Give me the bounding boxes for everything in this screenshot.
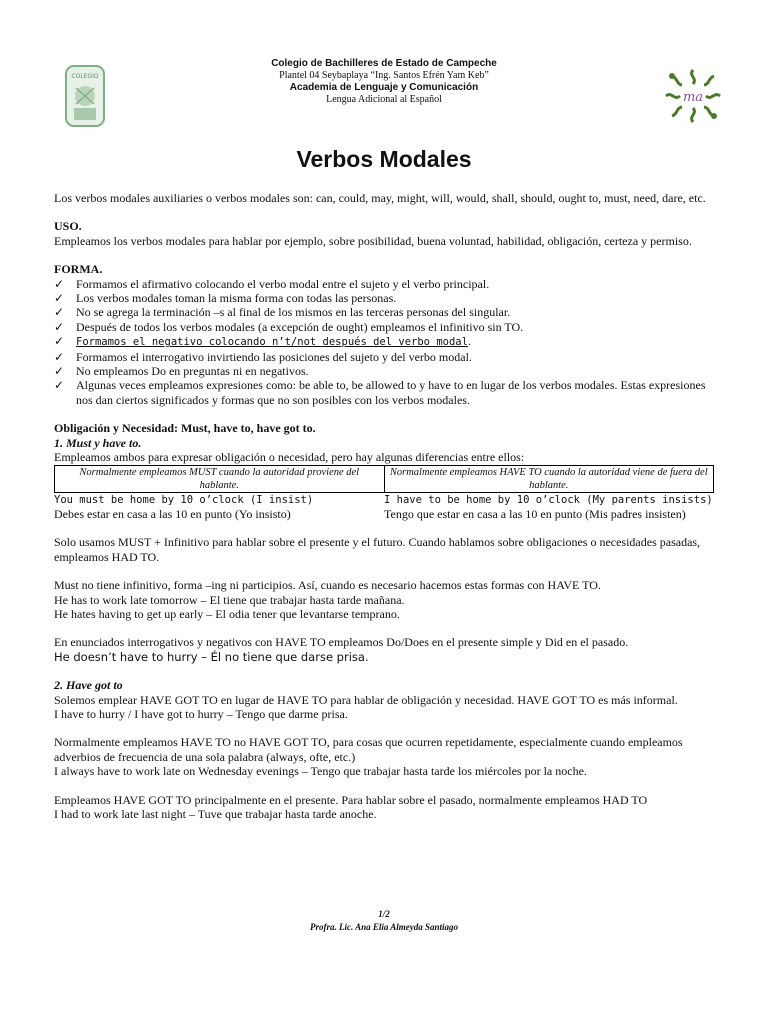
forma-heading: FORMA.	[54, 262, 103, 277]
list-item: ✓ Después de todos los verbos modales (a excepción de ought) empleamos el infinitivo sin TO.	[54, 319, 524, 334]
example-have-to-es: Tengo que estar en casa a las 10 en punto (Mis padres insisten)	[384, 506, 686, 521]
logo-right-text: ma	[682, 90, 704, 105]
footer-author: Profra. Lic. Ana Elia Almeyda Santiago	[309, 922, 459, 932]
example-have-to-en: I have to be home by 10 o’clock (My parents insists)	[384, 493, 713, 506]
header-academy: Academia de Lenguaje y Comunicación	[289, 82, 479, 93]
paragraph-had-to: Solo usamos MUST + Infinitivo para hablar sobre el presente y el futuro. Cuando hablamos sobre obligaciones o necesidades pasadas, empleamos HAD TO.	[54, 535, 701, 564]
document-header	[54, 58, 714, 136]
academy-logo	[660, 66, 726, 126]
obligacion-intro: Empleamos ambos para expresar obligación o necesidad, pero hay algunas diferencias entre ellos:	[54, 450, 525, 465]
check-icon: ✓	[54, 276, 65, 291]
example-last-night: I had to work late last night – Tuve que trabajar hasta tarde anoche.	[54, 807, 377, 821]
intro-paragraph: Los verbos modales auxiliaries o verbos modales son: can, could, may, might, will, would, shall, should, ought to, must, need, dare, etc.	[54, 191, 706, 205]
obligacion-heading: Obligación y Necesidad: Must, have to, have got to.	[54, 421, 316, 436]
example-must-en: You must be home by 10 o’clock (I insist)	[54, 493, 314, 506]
forma-list	[54, 277, 714, 408]
check-icon: ✓	[54, 319, 65, 334]
example-doesnt-have-to: He doesn’t have to hurry – Él no tiene que darse prisa.	[54, 649, 369, 664]
list-item: ✓ Los verbos modales toman la misma forma con todas las personas.	[54, 291, 397, 306]
example-must-es: Debes estar en casa a las 10 en punto (Yo insisto)	[54, 506, 291, 521]
comparison-table	[54, 465, 714, 493]
example-has-to: He has to work late tomorrow – El tiene que trabajar hasta tarde mañana.	[54, 592, 405, 607]
check-icon: ✓	[54, 334, 65, 349]
paragraph-must-infinitive: Must no tiene infinitivo, forma –ing ni participios. Así, cuando es necesario hacemos estas formas con HAVE TO.	[54, 578, 601, 593]
example-hurry: I have to hurry / I have got to hurry – Tengo que darme prisa.	[54, 706, 348, 721]
list-item: ✓ No se agrega la terminación –s al final de los mismos en las terceras personas del singular.	[54, 305, 511, 320]
examples-columns	[54, 493, 714, 522]
list-item: ✓ Formamos el afirmativo colocando el verbo modal entre el sujeto y el verbo principal.	[54, 276, 490, 291]
uso-text: Empleamos los verbos modales para hablar por ejemplo, sobre posibilidad, buena voluntad, habilidad, obligación, certeza y permiso.	[54, 233, 692, 248]
subheading-have-got-to: 2. Have got to	[54, 678, 123, 693]
subheading-must-have-to: 1. Must y have to.	[54, 435, 142, 450]
paragraph-repeated: Normalmente empleamos HAVE TO no HAVE GOT TO, para cosas que ocurren repetidamente, especialmente cuando empleamos adverbios de frecuencia de una sola palabra (always, ofte, etc.)	[54, 735, 683, 764]
document-page	[54, 58, 714, 821]
page-number: 1/2	[378, 909, 390, 919]
example-wednesday: I always have to work late on Wednesday evenings – Tengo que trabajar hasta tarde los miércoles por la noche.	[54, 764, 587, 779]
check-icon: ✓	[54, 291, 65, 306]
check-icon: ✓	[54, 364, 65, 379]
page-title: Verbos Modales	[296, 146, 472, 172]
list-item: ✓ Formamos el negativo colocando n’t/not después del verbo modal.	[54, 334, 471, 349]
header-campus: Plantel 04 Seybaplaya “Ing. Santos Efrén Yam Keb”	[279, 70, 489, 81]
header-subject: Lengua Adicional al Español	[326, 94, 442, 105]
check-icon: ✓	[54, 349, 65, 364]
check-icon: ✓	[54, 305, 65, 320]
list-item: ✓ No empleamos Do en preguntas ni en negativos.	[54, 364, 309, 379]
list-item: ✓ Formamos el interrogativo invirtiendo las posiciones del sujeto y del verbo modal.	[54, 349, 472, 364]
uso-heading: USO.	[54, 219, 82, 234]
table-cell-must: Normalmente empleamos MUST cuando la autoridad proviene del hablante.	[55, 465, 385, 492]
logo-left-text: COLEGIO	[71, 73, 99, 80]
school-crest-logo	[62, 64, 108, 130]
header-school-name: Colegio de Bachilleres de Estado de Campeche	[271, 58, 497, 69]
paragraph-interrogative: En enunciados interrogativos y negativos con HAVE TO empleamos Do/Does en el presente simple y Did en el pasado.	[54, 635, 629, 650]
example-having-to: He hates having to get up early – El odia tener que levantarse temprano.	[54, 606, 400, 621]
paragraph-past: Empleamos HAVE GOT TO principalmente en el presente. Para hablar sobre el pasado, normalmente empleamos HAD TO	[54, 792, 648, 807]
table-cell-have-to: Normalmente empleamos HAVE TO cuando la autoridad viene de fuera del hablante.	[384, 465, 714, 492]
paragraph-have-got-to: Solemos emplear HAVE GOT TO en lugar de HAVE TO para hablar de obligación y necesidad. HAVE GOT TO es más informal.	[54, 692, 678, 707]
list-item: ✓ Algunas veces empleamos expresiones como: be able to, be allowed to y have to en lugar de los verbos modales. Estas expresiones nos dan ciertos significados y formas que no son posibles con los verbos modales.	[54, 378, 706, 407]
page-footer	[0, 908, 768, 934]
check-icon: ✓	[54, 378, 65, 393]
